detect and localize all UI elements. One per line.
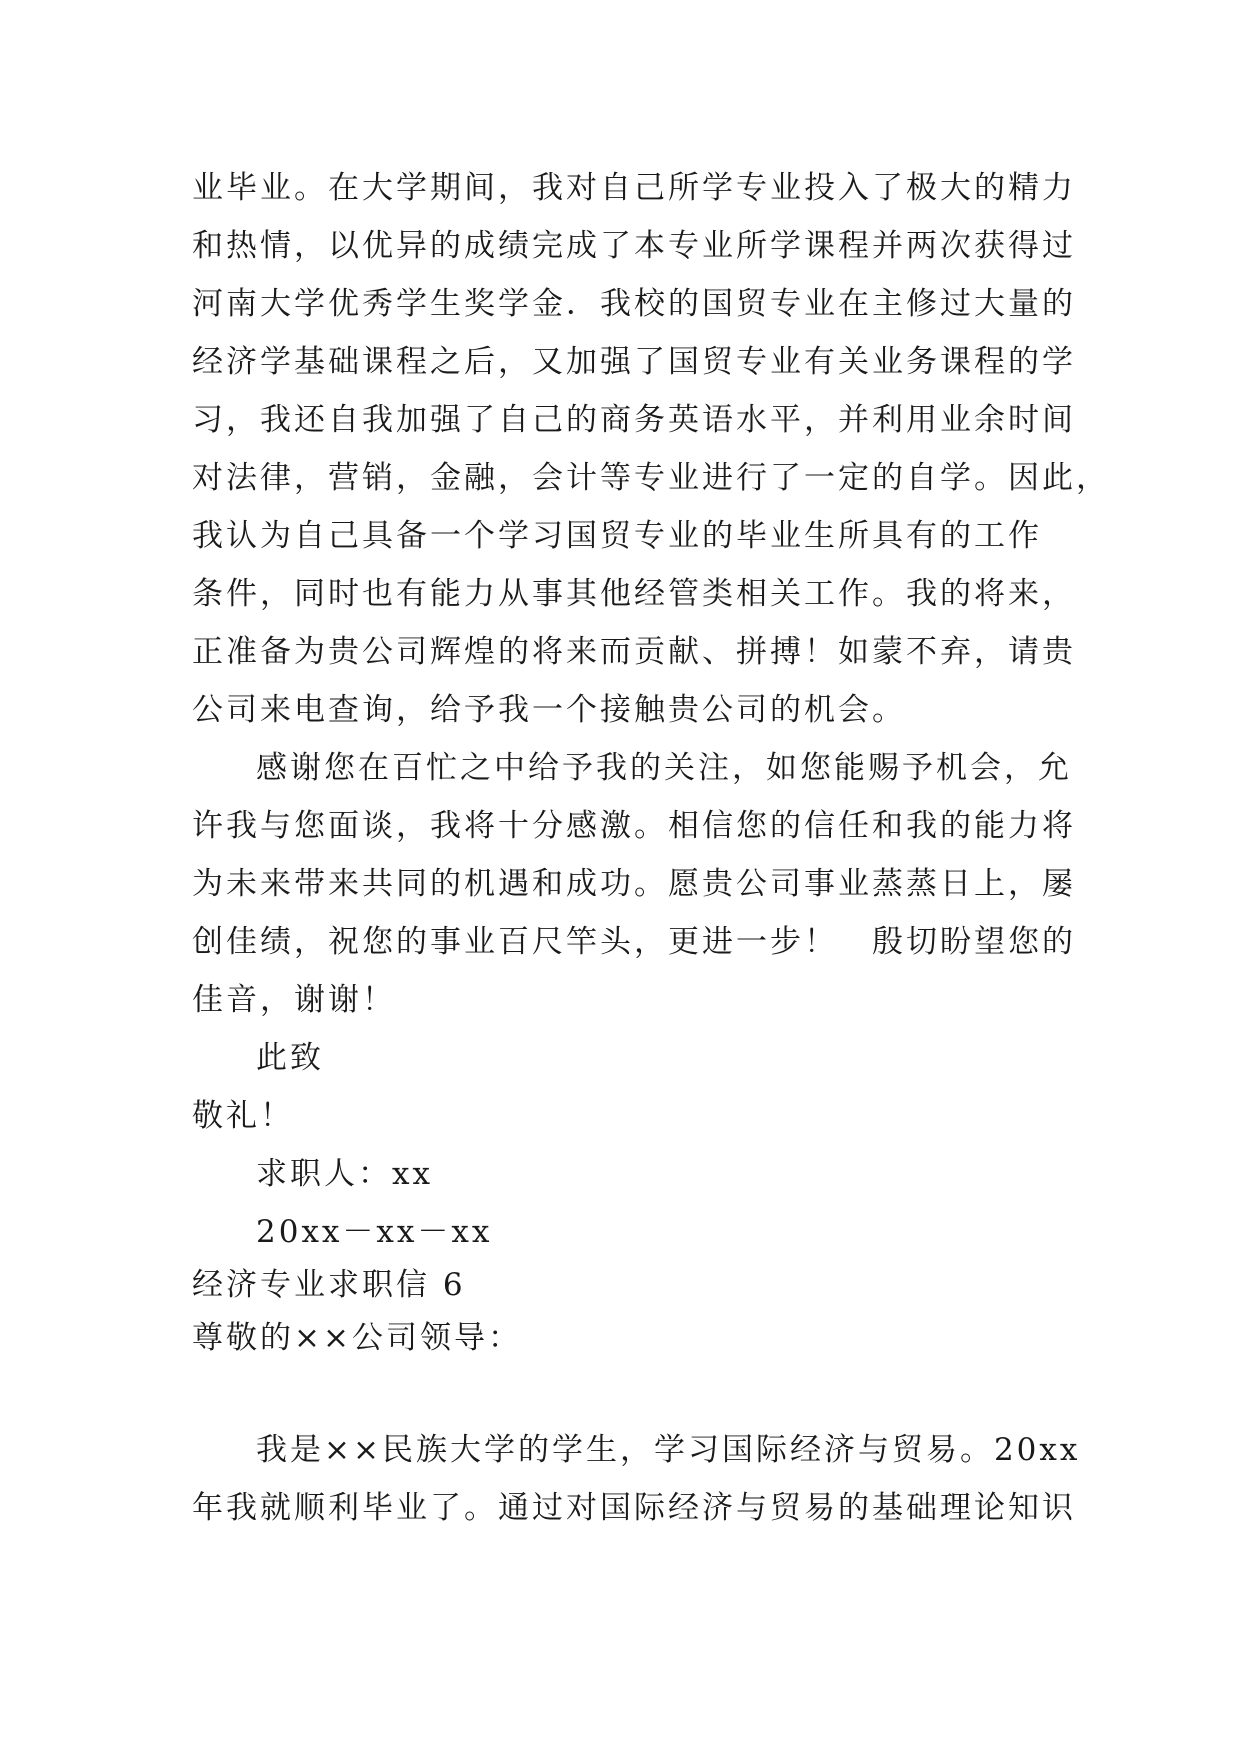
paragraph-line: 为未来带来共同的机遇和成功。愿贵公司事业蒸蒸日上，屡 — [192, 866, 1076, 902]
paragraph-line: 我是××民族大学的学生，学习国际经济与贸易。20xx — [256, 1432, 1081, 1468]
paragraph-line: 年我就顺利毕业了。通过对国际经济与贸易的基础理论知识 — [192, 1490, 1076, 1526]
paragraph-line: 创佳绩，祝您的事业百尺竿头，更进一步！ 殷切盼望您的 — [192, 924, 1076, 960]
applicant-name: 求职人：xx — [256, 1156, 433, 1192]
paragraph-line: 正准备为贵公司辉煌的将来而贡献、拼搏！如蒙不弃，请贵 — [192, 634, 1076, 670]
paragraph-line: 条件，同时也有能力从事其他经管类相关工作。我的将来， — [192, 576, 1076, 612]
paragraph-line: 对法律，营销，金融，会计等专业进行了一定的自学。因此， — [192, 460, 1110, 496]
paragraph-line: 和热情，以优异的成绩完成了本专业所学课程并两次获得过 — [192, 228, 1076, 264]
letter-date: 20xx－xx－xx — [256, 1214, 493, 1250]
closing-salutation: 此致 — [256, 1040, 324, 1076]
paragraph-line: 河南大学优秀学生奖学金．我校的国贸专业在主修过大量的 — [192, 286, 1076, 322]
closing-regards: 敬礼！ — [192, 1098, 294, 1134]
letter-greeting: 尊敬的××公司领导： — [192, 1320, 522, 1356]
paragraph-line: 我认为自己具备一个学习国贸专业的毕业生所具有的工作 — [192, 518, 1042, 554]
paragraph-line: 许我与您面谈，我将十分感激。相信您的信任和我的能力将 — [192, 808, 1076, 844]
section-heading: 经济专业求职信 6 — [192, 1267, 466, 1303]
paragraph-line: 业毕业。在大学期间，我对自己所学专业投入了极大的精力 — [192, 170, 1076, 206]
paragraph-line: 经济学基础课程之后，又加强了国贸专业有关业务课程的学 — [192, 344, 1076, 380]
paragraph-line: 感谢您在百忙之中给予我的关注，如您能赐予机会，允 — [256, 750, 1072, 786]
paragraph-line: 佳音，谢谢！ — [192, 982, 396, 1018]
paragraph-line: 习，我还自我加强了自己的商务英语水平，并利用业余时间 — [192, 402, 1076, 438]
paragraph-line: 公司来电查询，给予我一个接触贵公司的机会。 — [192, 692, 906, 728]
